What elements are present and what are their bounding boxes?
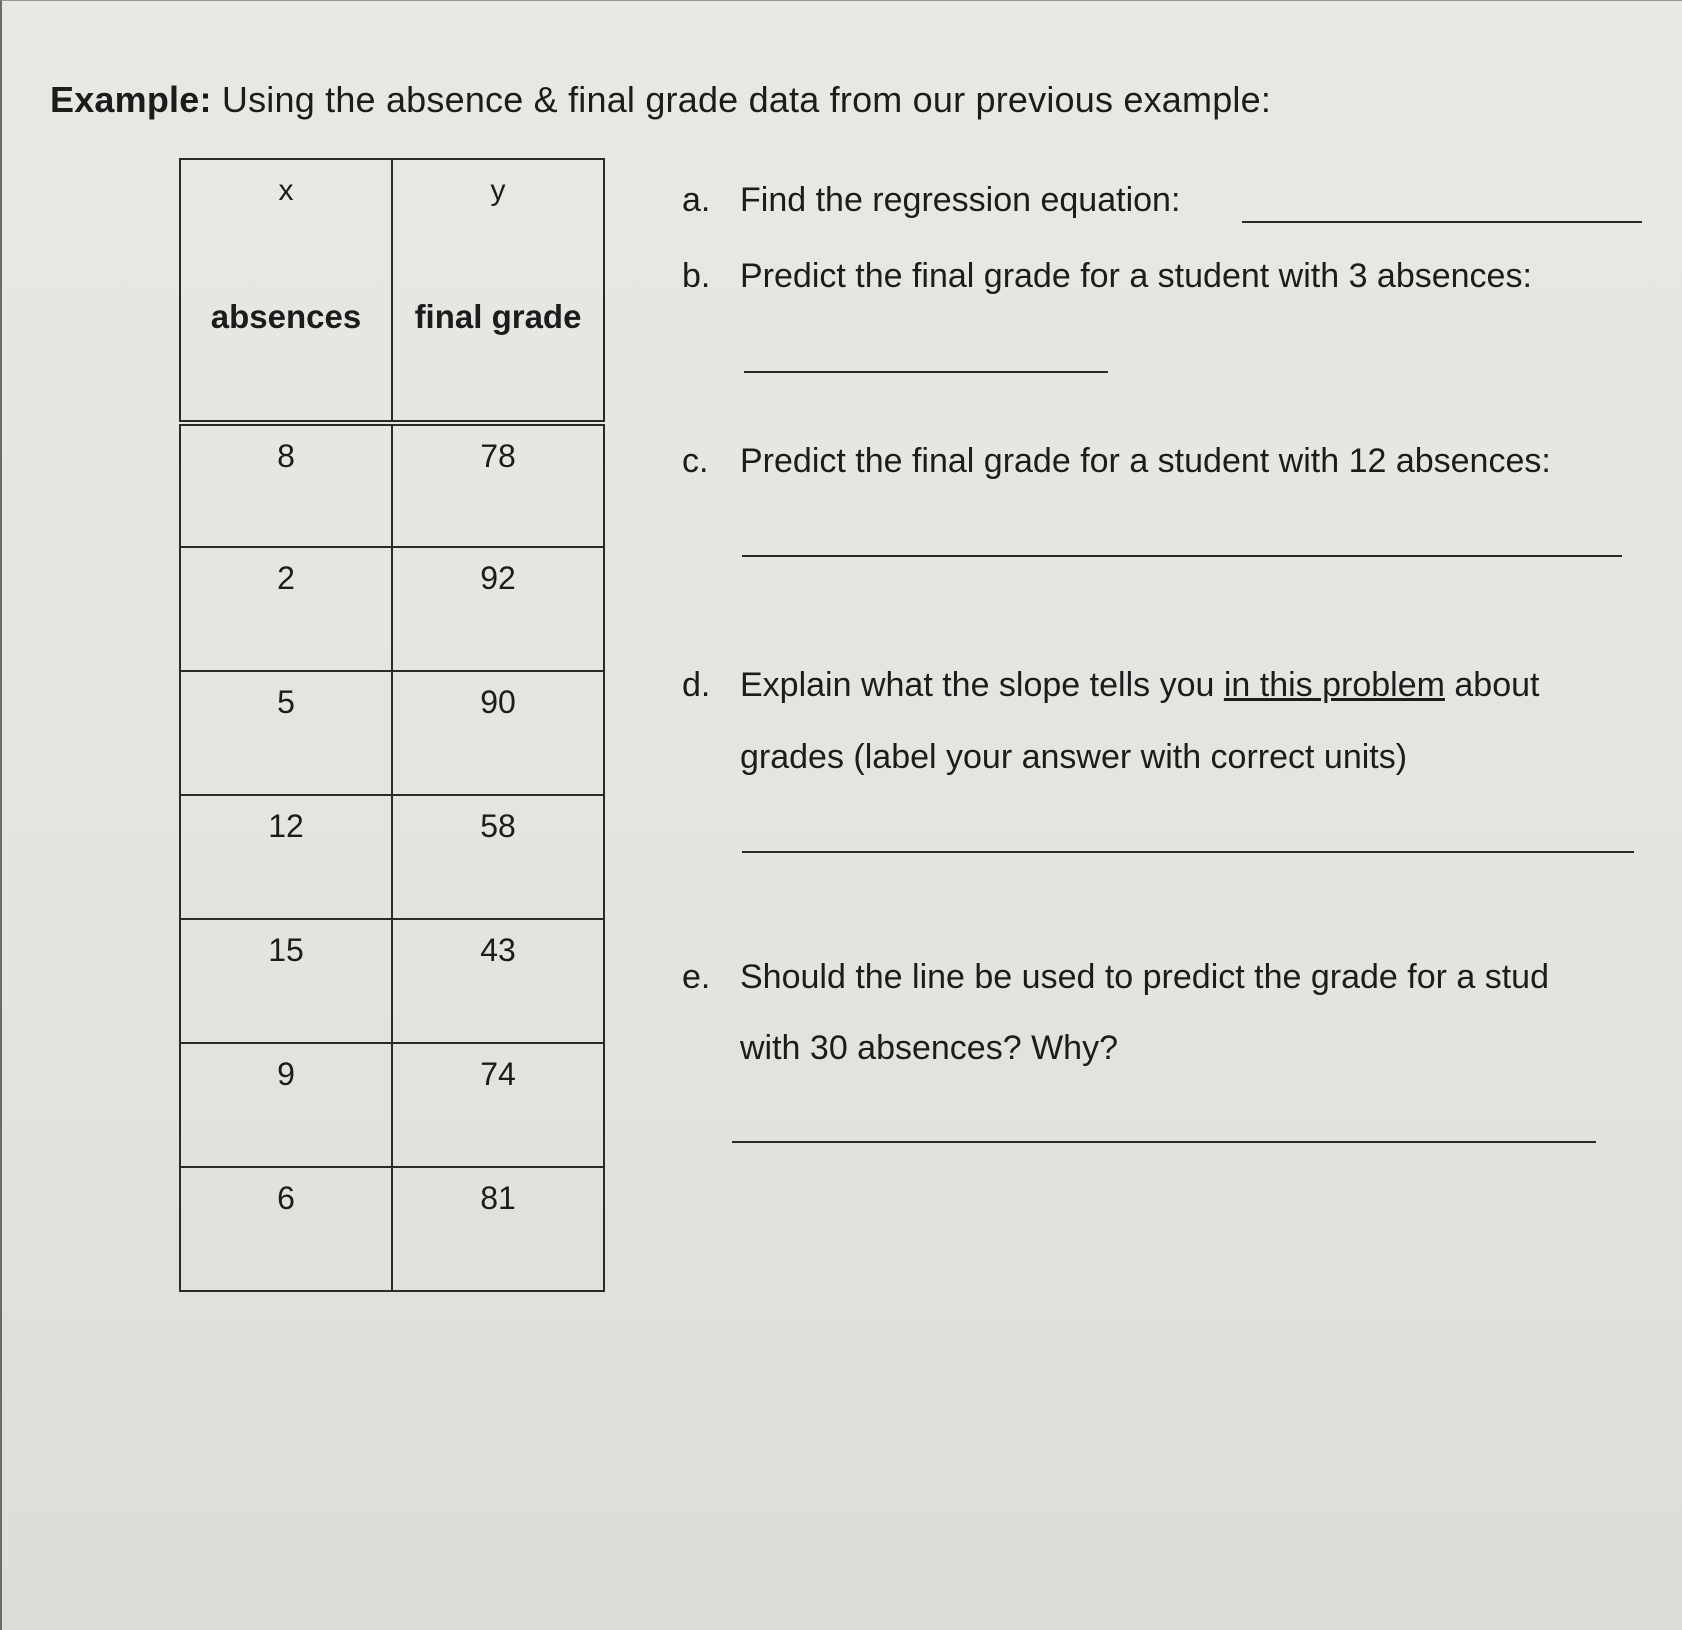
question-a	[682, 181, 1180, 220]
answer-line-e[interactable]	[732, 1141, 1596, 1143]
question-a-text: Find the regression equation:	[740, 181, 1181, 219]
question-e-letter: e.	[682, 958, 711, 996]
cell-absences: 12	[180, 795, 392, 919]
question-e-line2: with 30 absences? Why?	[740, 1029, 1118, 1067]
answer-line-a[interactable]	[1242, 221, 1642, 223]
table-header-row	[180, 159, 604, 423]
question-c-letter: c.	[682, 442, 709, 480]
cell-absences: 9	[180, 1043, 392, 1167]
header-x-description: absences	[210, 298, 362, 335]
question-d-letter: d.	[682, 666, 711, 704]
question-b-letter: b.	[682, 257, 711, 295]
question-c	[682, 442, 1551, 481]
worksheet-heading	[50, 79, 1271, 121]
question-d-text-end: about	[1444, 666, 1540, 704]
question-d-text: Explain what the slope tells you	[740, 666, 1224, 704]
question-e-text: Should the line be used to predict the grade for a stud	[740, 958, 1549, 996]
header-x-variable: x	[278, 174, 294, 207]
cell-absences: 2	[180, 547, 392, 671]
question-c-text: Predict the final grade for a student with 12 absences:	[740, 442, 1551, 480]
question-d-line2-italic: label your answer with correct units	[864, 738, 1396, 776]
answer-line-d[interactable]	[742, 851, 1634, 853]
table-row	[180, 1043, 604, 1167]
table-row	[180, 795, 604, 919]
question-d	[682, 666, 1539, 705]
cell-final-grade: 43	[392, 919, 604, 1043]
header-y	[392, 159, 604, 423]
question-b	[682, 257, 1532, 296]
table-row	[180, 919, 604, 1043]
cell-final-grade: 81	[392, 1167, 604, 1291]
question-d-line2-end: )	[1395, 738, 1408, 776]
cell-absences: 5	[180, 671, 392, 795]
heading-label: Example:	[50, 79, 212, 120]
cell-final-grade: 58	[392, 795, 604, 919]
question-d-underlined: in this problem	[1223, 666, 1445, 704]
cell-absences: 6	[180, 1167, 392, 1291]
header-x	[180, 159, 392, 423]
question-a-letter: a.	[682, 181, 711, 219]
cell-final-grade: 78	[392, 423, 604, 547]
header-y-description: final grade	[414, 298, 582, 335]
question-e	[682, 958, 1549, 997]
table-row	[180, 423, 604, 547]
question-b-text: Predict the final grade for a student with 3 absences:	[740, 257, 1532, 295]
absence-grade-table	[179, 158, 605, 1292]
answer-line-c[interactable]	[742, 555, 1622, 557]
table-row	[180, 671, 604, 795]
heading-text: Using the absence & final grade data from our previous example:	[221, 79, 1272, 120]
cell-final-grade: 92	[392, 547, 604, 671]
cell-absences: 15	[180, 919, 392, 1043]
question-d-line2-text: grades (	[740, 738, 865, 776]
table-row	[180, 547, 604, 671]
cell-absences: 8	[180, 423, 392, 547]
question-d-line2	[740, 738, 1407, 777]
table-row	[180, 1167, 604, 1291]
cell-final-grade: 74	[392, 1043, 604, 1167]
header-y-variable: y	[490, 174, 506, 207]
answer-line-b[interactable]	[744, 371, 1108, 373]
cell-final-grade: 90	[392, 671, 604, 795]
